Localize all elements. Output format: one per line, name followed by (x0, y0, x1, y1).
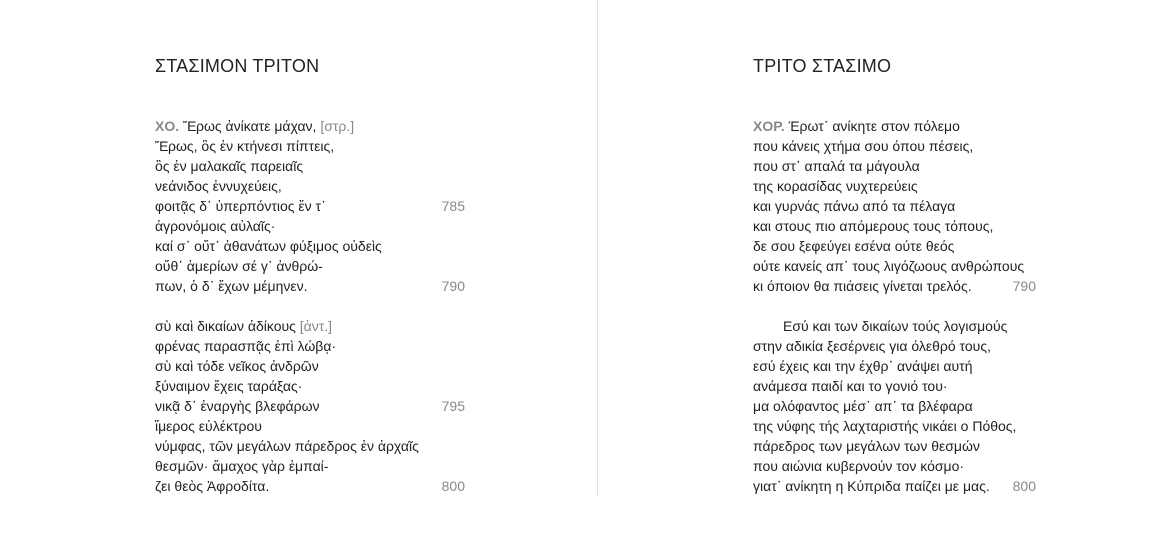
verse-text: φοιτᾷς δ᾽ ὑπερπόντιος ἔν τ᾽ (155, 198, 326, 214)
verse-text: πάρεδρος των μεγάλων των θεσμών (753, 438, 980, 454)
verse-text: πων, ὁ δ᾽ ἔχων μέμηνεν. (155, 278, 308, 294)
page-title: ΣΤΑΣΙΜΟΝ ΤΡΙΤΟΝ (155, 56, 320, 76)
verse-line (155, 136, 465, 156)
speaker-label: ΧΟ. (155, 118, 180, 134)
verse-line (753, 436, 1036, 456)
strophe (753, 116, 1036, 296)
verse-text: που αιώνια κυβερνούν τον κόσμο· (753, 458, 965, 474)
verse-line (155, 356, 465, 376)
verse-line (155, 396, 465, 416)
line-number: 800 (1012, 478, 1036, 494)
verse-line (753, 416, 1036, 436)
verse-line (155, 116, 465, 136)
verse-text: και στους πιο απόμερους τους τόπους, (753, 218, 994, 234)
line-number: 795 (441, 398, 465, 414)
verse-line (753, 176, 1036, 196)
verse-text: στην αδικία ξεσέρνεις για όλεθρό τους, (753, 338, 991, 354)
strophe-tag: [στρ.] (320, 118, 355, 134)
verse-text: θεσμῶν· ἄμαχος γὰρ ἐμπαί- (155, 458, 329, 474)
verse-line (753, 316, 1036, 336)
verse-line (753, 276, 1036, 296)
verse-text: γιατ᾽ ανίκητη η Κύπριδα παίζει με μας. (753, 478, 990, 494)
verse-line (753, 336, 1036, 356)
verse-text: κι όποιον θα πιάσεις γίνεται τρελός. (753, 278, 972, 294)
verse-line (155, 256, 465, 276)
verse-line (753, 116, 1036, 136)
verse-text: εσύ έχεις και την έχθρ᾽ ανάψει αυτή (753, 358, 973, 374)
verse-text: ἵμερος εὐλέκτρου (155, 418, 262, 434)
verse-text: νύμφας, τῶν μεγάλων πάρεδρος ἐν ἀρχαῖς (155, 438, 419, 454)
verse-line (155, 336, 465, 356)
modern-translation-page (598, 0, 1176, 551)
verse-text: που κάνεις χτήμα σου όπου πέσεις, (753, 138, 974, 154)
verse-line (155, 436, 465, 456)
verse-text: ἀγρονόμοις αὐλαῖς· (155, 218, 276, 234)
antistrophe (155, 316, 465, 496)
verse-line (155, 236, 465, 256)
verse-text: σὺ καὶ τόδε νεῖκος ἀνδρῶν (155, 358, 319, 374)
verse-line (753, 236, 1036, 256)
verse-text: νικᾷ δ᾽ ἐναργὴς βλεφάρων (155, 398, 320, 414)
verse-line (753, 156, 1036, 176)
verse-line (155, 196, 465, 216)
verse-text: της νύφης τής λαχταριστής νικάει ο Πόθος, (753, 418, 1017, 434)
verse-text: ανάμεσα παιδί και το γονιό του· (753, 378, 948, 394)
verse-line (753, 256, 1036, 276)
verse-text: ξύναιμον ἔχεις ταράξας· (155, 378, 303, 394)
verse-line (753, 216, 1036, 236)
verse-text: νεάνιδος ἐννυχεύεις, (155, 178, 282, 194)
verse-line (155, 376, 465, 396)
line-number: 800 (441, 478, 465, 494)
antistrophe-tag: [ἀντ.] (299, 318, 333, 334)
verse-text: φρένας παρασπᾷς ἐπὶ λώβᾳ· (155, 338, 337, 354)
verse-text: Ἔρως ἀνίκατε μάχαν, (183, 118, 317, 134)
verse-line (155, 476, 465, 496)
verse-line (155, 216, 465, 236)
verse-line (753, 136, 1036, 156)
antistrophe (753, 316, 1036, 496)
verse-text: της κορασίδας νυχτερεύεις (753, 178, 918, 194)
verse-line (753, 476, 1036, 496)
speaker-label: ΧΟΡ. (753, 118, 785, 134)
verse-text: Ἔρως, ὃς ἐν κτήνεσι πίπτεις, (155, 138, 335, 154)
verse-line (155, 456, 465, 476)
verse-line (155, 316, 465, 336)
verse-line (753, 396, 1036, 416)
line-number: 785 (441, 198, 465, 214)
verse-line (155, 176, 465, 196)
page-title: ΤΡΙΤΟ ΣΤΑΣΙΜΟ (753, 56, 892, 76)
verse-text: ὃς ἐν μαλακαῖς παρειαῖς (155, 158, 304, 174)
verse-text: οὔθ᾽ ἁμερίων σέ γ᾽ ἀνθρώ- (155, 258, 323, 274)
verse-line (753, 196, 1036, 216)
verse-text: ζει θεὸς Ἀφροδίτα. (155, 478, 270, 494)
verse-line (753, 456, 1036, 476)
line-number: 790 (441, 278, 465, 294)
verse-text: και γυρνάς πάνω από τα πέλαγα (753, 198, 956, 214)
verse-text: που στ᾽ απαλά τα μάγουλα (753, 158, 920, 174)
verse-line (155, 276, 465, 296)
verse-text: Έρωτ᾽ ανίκητε στον πόλεμο (788, 118, 960, 134)
verse-text: μα ολόφαντος μέσ᾽ απ᾽ τα βλέφαρα (753, 398, 973, 414)
line-number: 790 (1012, 278, 1036, 294)
verse-line (155, 416, 465, 436)
verse-text: καί σ᾽ οὔτ᾽ ἀθανάτων φύξιμος οὐδεὶς (155, 238, 382, 254)
strophe (155, 116, 465, 296)
verse-line (753, 356, 1036, 376)
verse-line (753, 376, 1036, 396)
verse-line (155, 156, 465, 176)
verse-text: σὺ καὶ δικαίων ἀδίκους (155, 318, 296, 334)
verse-text: ούτε κανείς απ᾽ τους λιγόζωους ανθρώπους (753, 258, 1025, 274)
verse-text: δε σου ξεφεύγει εσένα ούτε θεός (753, 238, 955, 254)
verse-text: Εσύ και των δικαίων τούς λογισμούς (783, 318, 1008, 334)
